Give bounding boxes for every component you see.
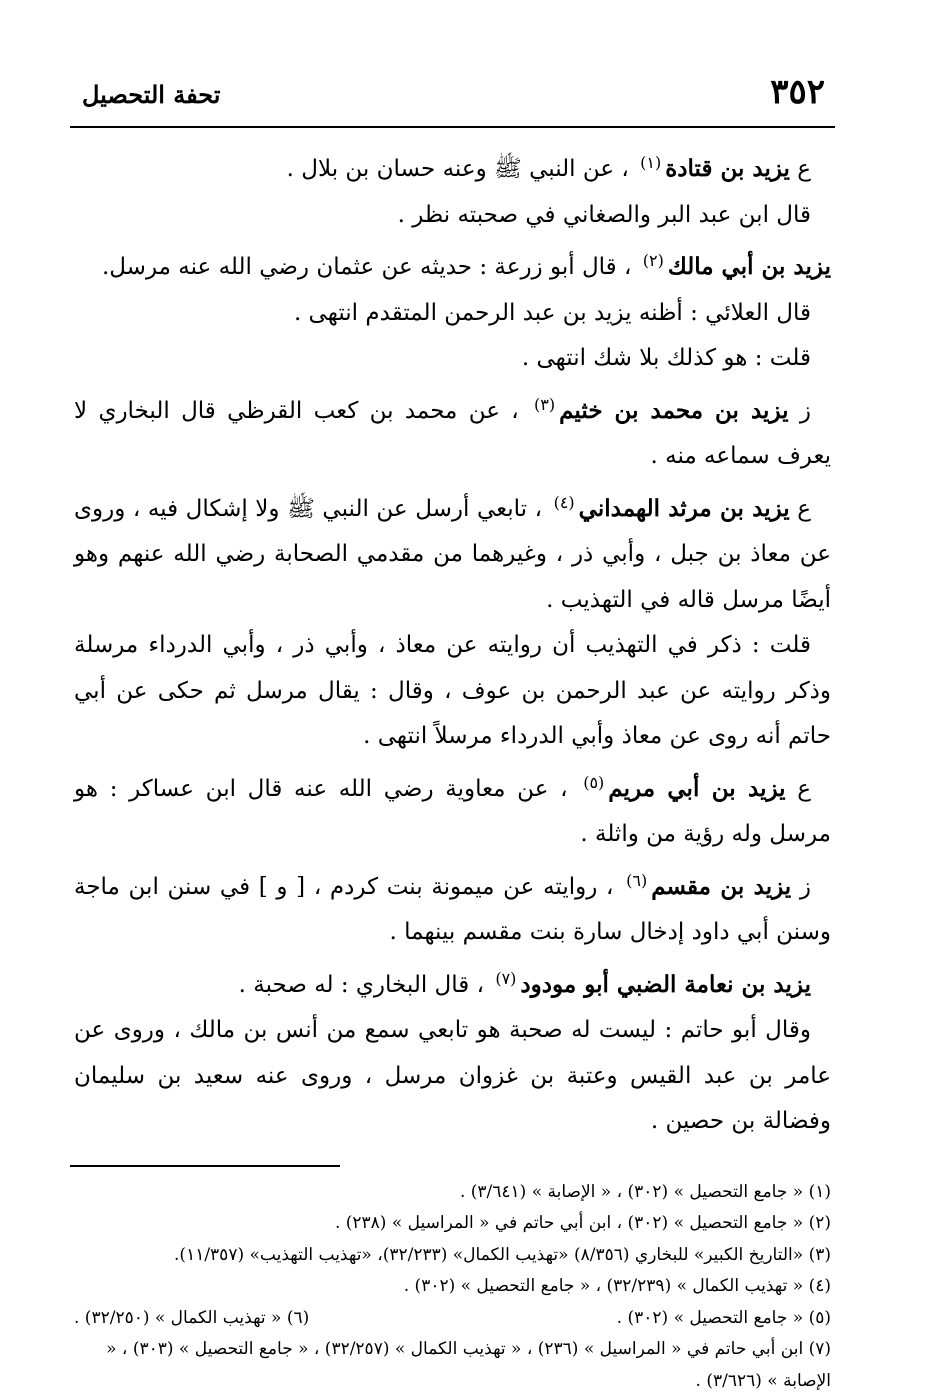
footnote-reference: (٥)	[583, 773, 604, 792]
footnote-1: (١) « جامع التحصيل » (٣٠٢) ، « الإصابة » (٣/٦٤١) .	[74, 1177, 831, 1209]
entry-yazid-ibn-qatada	[74, 140, 831, 193]
entry-yazid-ibn-muhammad	[74, 382, 831, 480]
entry-text: ، قال أبو زرعة : حديثه عن عثمان رضي الله عنه مرسل.	[102, 254, 639, 280]
footnote-4: (٤) « تهذيب الكمال » (٣٢/٢٣٩) ، « جامع التحصيل » (٣٠٢) .	[74, 1271, 831, 1303]
entry-marker: ع	[790, 156, 811, 182]
entry-yazid-ibn-naama	[74, 956, 831, 1009]
entry-text: قلت : هو كذلك بلا شك انتهى .	[522, 345, 811, 371]
book-title: تحفة التحصيل	[82, 80, 220, 109]
narrator-name: يزيد بن مقسم	[651, 873, 791, 900]
entry-text: ، عن محمد بن كعب القرظي قال البخاري لا يعرف سماعه منه .	[74, 398, 831, 470]
entry-marker: ز	[789, 398, 811, 424]
paragraph-text	[74, 1008, 831, 1145]
entry-text: قال العلائي : أظنه يزيد بن عبد الرحمن المتقدم انتهى .	[294, 300, 811, 326]
narrator-name: يزيد بن قتادة	[665, 155, 790, 182]
entry-marker: ز	[791, 874, 811, 900]
footnote-reference: (٤)	[554, 493, 575, 512]
footnote-row	[74, 1303, 831, 1335]
entry-text: ، عن النبي ﷺ وعنه حسان بن بلال .	[287, 156, 636, 182]
footnote-reference: (٣)	[534, 395, 555, 414]
main-text	[70, 140, 835, 1145]
narrator-name: يزيد بن محمد بن خثيم	[559, 397, 788, 424]
entry-text: ، قال البخاري : له صحبة .	[239, 972, 492, 998]
entry-text: وقال أبو حاتم : ليست له صحبة هو تابعي سمع من أنس بن مالك ، وروى عن عامر بن عبد القيس وعتبة بن غزوان مرسل ، وروى عنه سعيد بن سليمان وفضالة بن حصين .	[74, 1017, 831, 1134]
footnote-6: (٦) « تهذيب الكمال » (٣٢/٢٥٠) .	[74, 1303, 309, 1335]
footnote-reference: (٦)	[626, 871, 647, 890]
paragraph-text	[74, 336, 831, 382]
narrator-name: يزيد بن مرثد الهمداني	[579, 495, 790, 522]
paragraph-text	[74, 623, 831, 760]
footnote-separator	[70, 1165, 340, 1167]
footnote-3: (٣) «التاريخ الكبير» للبخاري (٨/٣٥٦) «تهذيب الكمال» (٣٢/٢٣٣)، «تهذيب التهذيب» (١١/٣٥٧).	[74, 1240, 831, 1272]
page-header	[70, 70, 835, 128]
entry-yazid-ibn-abi-malik	[74, 238, 831, 291]
entry-text: قلت : ذكر في التهذيب أن روايته عن معاذ ، وأبي ذر ، وأبي الدرداء مرسلة وذكر روايته عن عبد الرحمن بن عوف ، وقال : يقال مرسل ثم حكى عن أبي حاتم أنه روى عن معاذ وأبي الدرداء مرسلاً انتهى .	[74, 632, 831, 749]
narrator-name: يزيد بن أبي مالك	[668, 253, 831, 280]
entry-marker: ع	[786, 776, 811, 802]
footnote-reference: (١)	[640, 153, 661, 172]
entry-text: ، روايته عن ميمونة بنت كردم ، [ و ] في سنن ابن ماجة وسنن أبي داود إدخال سارة بنت مقسم بينهما .	[74, 874, 831, 946]
entry-yazid-ibn-miqsam	[74, 858, 831, 956]
footnotes	[70, 1177, 835, 1397]
entry-marker: ع	[790, 496, 811, 522]
entry-text: قال ابن عبد البر والصغاني في صحبته نظر .	[398, 202, 811, 228]
footnote-2: (٢) « جامع التحصيل » (٣٠٢) ، ابن أبي حاتم في « المراسيل » (٢٣٨) .	[74, 1208, 831, 1240]
entry-text: ، تابعي أرسل عن النبي ﷺ ولا إشكال فيه ، وروى عن معاذ بن جبل ، وأبي ذر ، وغيرهما من مقدمي الصحابة رضي الله عنهم وهو أيضًا مرسل قاله في التهذيب .	[74, 496, 831, 613]
footnote-7: (٧) ابن أبي حاتم في « المراسيل » (٢٣٦) ، « تهذيب الكمال » (٣٢/٢٥٧) ، « جامع التحصيل » (٣٠٣) ، « الإصابة » (٣/٦٢٦) .	[74, 1334, 831, 1397]
footnote-reference: (٢)	[643, 251, 664, 270]
book-page	[70, 70, 835, 1340]
page-number: ٣٥٢	[770, 72, 825, 112]
footnote-reference: (٧)	[495, 969, 516, 988]
entry-yazid-ibn-abi-maryam	[74, 760, 831, 858]
paragraph-text	[74, 291, 831, 337]
entry-yazid-ibn-marthad	[74, 480, 831, 624]
narrator-name: يزيد بن أبي مريم	[608, 775, 785, 802]
footnote-5: (٥) « جامع التحصيل » (٣٠٢) .	[617, 1303, 831, 1335]
entry-text: ، عن معاوية رضي الله عنه قال ابن عساكر : هو مرسل وله رؤية من واثلة .	[74, 776, 831, 848]
narrator-name: يزيد بن نعامة الضبي أبو مودود	[520, 971, 811, 998]
paragraph-text	[74, 193, 831, 239]
